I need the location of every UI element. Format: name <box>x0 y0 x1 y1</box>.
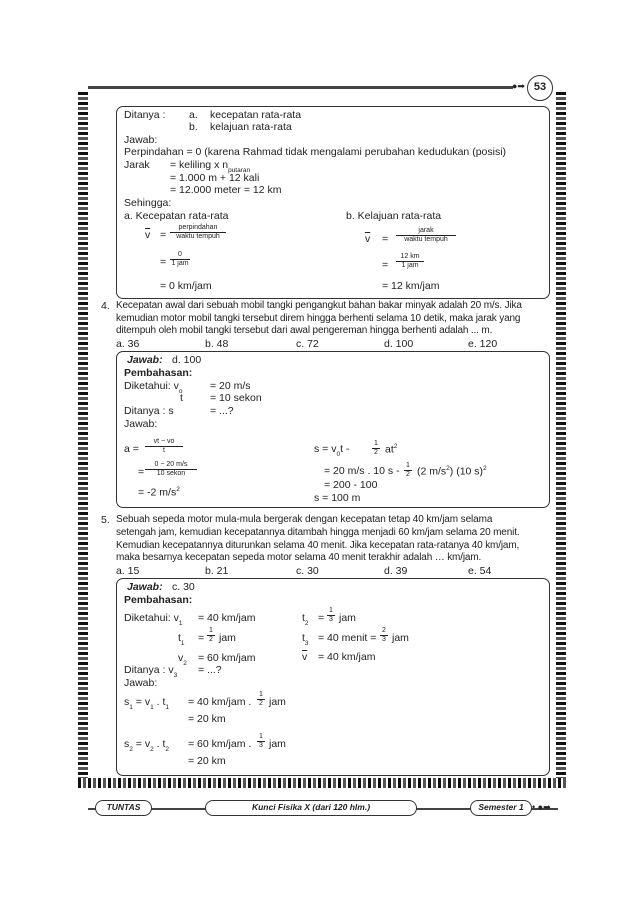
answer-box-3 <box>116 106 550 299</box>
t-label: t <box>180 392 183 404</box>
ditanya-v3-value: = ...? <box>198 664 222 676</box>
pembahasan-label-5: Pembahasan: <box>124 594 193 606</box>
t-value: = 10 sekon <box>210 392 262 404</box>
s2-fraction: $\frac{1}{3}$ <box>257 733 265 750</box>
footer-title: Kunci Fisika X (dari 120 hlm.) <box>205 800 417 816</box>
accel-result: = -2 $m/s^2$ <box>138 486 180 499</box>
ditanya-b-text: kelajuan rata-rata <box>210 121 292 133</box>
top-rule <box>88 86 513 89</box>
distance-result: s = 100 m <box>314 492 361 504</box>
ditanya-label-4: Ditanya : s <box>124 405 174 417</box>
jarak-label: Jarak <box>124 159 150 171</box>
t3-fraction: $\frac{2}{3}$ <box>380 627 388 644</box>
jawab-label-5: Jawab: <box>127 581 163 593</box>
part-b-vbar: $\overline{v}$ <box>365 233 371 245</box>
question-4-option-b: b. 48 <box>205 338 229 350</box>
t1-fraction: $\frac{1}{2}$ <box>207 627 215 644</box>
part-a-title: a. Kecepatan rata-rata <box>124 210 229 222</box>
accel-lhs: a = <box>124 443 139 455</box>
jarak-line-1: = keliling x $n_{putaran}$ <box>170 159 251 174</box>
question-4-line-3: ditempuh oleh mobil tangki tersebut dari awal pengereman hingga berhenti adalah ... m. <box>116 325 493 336</box>
part-a-eq2: = <box>160 256 167 268</box>
part-b-fraction: jarak waktu tempuh <box>396 227 456 244</box>
t3-value: = 40 menit = <box>318 632 377 644</box>
accel-eq2: = <box>138 466 145 478</box>
jawab2-label-5: Jawab: <box>124 677 158 689</box>
jawab-value-5: c. 30 <box>172 581 195 593</box>
jarak-line-2: = 1.000 m + 12 kali <box>170 172 260 184</box>
v0-value: = 20 m/s <box>210 380 251 392</box>
distance-diff: = 200 - 100 <box>324 479 378 491</box>
jawab-label: Jawab: <box>124 134 158 146</box>
pembahasan-label-4: Pembahasan: <box>124 367 193 379</box>
part-a-vbar: $\overline{v}$ <box>145 229 151 241</box>
s2-result: = 20 km <box>188 755 226 767</box>
footer-tuntas-label: TUNTAS <box>95 800 152 816</box>
sehingga-label: Sehingga: <box>124 197 172 209</box>
page-number: 53 <box>533 81 547 93</box>
footer-arrow-icon: • ●➡ <box>532 802 551 812</box>
t3-unit: jam <box>392 632 409 644</box>
part-b-fraction-2: 12 km 1 jam <box>396 253 424 270</box>
t2-unit: jam <box>339 612 356 624</box>
diketahui-v0: Diketahui: $v_o$ <box>124 380 183 395</box>
ditanya-a-text: kecepatan rata-rata <box>210 109 302 121</box>
distance-subst: = 20 m/s . 10 s - <box>324 465 400 477</box>
question-5-line-4: maka besarnya kecepatan sepeda motor selama 40 menit terakhir adalah … km/jam. <box>116 552 482 563</box>
t1-unit: jam <box>219 632 236 644</box>
part-a-result: = 0 km/jam <box>160 280 212 292</box>
footer-semester: Semester 1 <box>470 800 532 816</box>
ditanya-b-marker: b. <box>189 121 198 133</box>
jawab2-label-4: Jawab: <box>124 418 158 430</box>
question-5-option-e: e. 54 <box>468 565 492 577</box>
question-5-line-2: setengah jam, kemudian kecepatannya ditambah hingga menjadi 60 km/jam selama 20 menit. <box>116 527 520 538</box>
jawab-value-4: d. 100 <box>172 354 202 366</box>
vbar-value: = 40 km/jam <box>318 651 376 663</box>
s1-fraction: $\frac{1}{2}$ <box>257 691 265 708</box>
distance-half-fraction: $\frac{1}{2}$ <box>372 440 380 457</box>
arrow-right-icon: ●➡ <box>512 81 525 91</box>
right-decorative-border <box>556 92 566 782</box>
distance-subst-half: $\frac{1}{2}$ <box>404 462 412 479</box>
question-5-option-a: a. 15 <box>116 565 140 577</box>
part-b-title: b. Kelajuan rata-rata <box>346 210 442 222</box>
diketahui-v1: Diketahui: $v_1$ <box>124 612 183 627</box>
part-b-eq: = <box>382 233 389 245</box>
jawab-label-4: Jawab: <box>127 354 163 366</box>
s1-unit: jam <box>269 696 286 708</box>
question-4-option-a: a. 36 <box>116 338 140 350</box>
question-5-option-d: d. 39 <box>384 565 408 577</box>
s1-formula: $s_1 = v_1$ . $t_1$ <box>124 696 170 711</box>
v2-label: $v_2$ <box>178 652 187 667</box>
s1-result: = 20 km <box>188 713 226 725</box>
s2-subst: = 60 km/jam . <box>188 738 252 750</box>
question-4-number: 4. <box>101 300 110 312</box>
ditanya-v3: Ditanya : $v_3$ <box>124 664 178 679</box>
part-a-fraction-2: 0 1 jam <box>171 251 189 267</box>
t3-label: $t_3$ <box>302 632 309 647</box>
accel-fraction-2: 0 − 20 m/s 10 sekon <box>145 461 197 478</box>
s2-unit: jam <box>269 738 286 750</box>
ditanya-value-4: = ...? <box>210 405 234 417</box>
part-b-result: = 12 km/jam <box>382 280 440 292</box>
distance-formula-at2: $at^2$ <box>385 443 398 456</box>
distance-subst-rest: (2 $m/s^2$) (10 s)$^2$ <box>417 465 487 478</box>
part-a-fraction: perpindahan waktu tempuh <box>170 224 226 241</box>
ditanya-a-marker: a. <box>189 109 198 121</box>
t2-eq: = <box>318 612 325 624</box>
perpindahan-line: Perpindahan = 0 (karena Rahmad tidak mengalami perubahan kedudukan (posisi) <box>124 146 507 158</box>
question-5-line-3: Kemudian kecepatannya diturunkan selama 40 menit. Jika kecepatan rata-ratanya 40 km/jam, <box>116 540 520 551</box>
t2-fraction: $\frac{1}{3}$ <box>327 607 335 624</box>
part-b-eq2: = <box>382 259 389 271</box>
accel-fraction: $\frac{vt - vo}{t}$ <box>145 438 183 455</box>
question-5-option-c: c. 30 <box>296 565 319 577</box>
ditanya-label: Ditanya : <box>124 109 166 121</box>
t2-label: $t_2$ <box>302 612 309 627</box>
question-4-option-d: d. 100 <box>384 338 414 350</box>
part-a-eq: = <box>160 229 167 241</box>
v1-value: = 40 km/jam <box>198 612 256 624</box>
question-4-line-2: kemudian motor mobil tangki tersebut direm hingga berhenti selama 10 detik, maka jarak yang <box>116 313 521 324</box>
distance-formula: $s = v_0t$ - <box>314 443 350 458</box>
bottom-decorative-border <box>78 778 566 788</box>
s2-formula: $s_2 = v_2$ . $t_2$ <box>124 738 170 753</box>
question-5-line-1: Sebuah sepeda motor mula-mula bergerak dengan kecepatan tetap 40 km/jam selama <box>116 514 493 525</box>
t1-label: $t_1$ <box>178 632 185 647</box>
left-decorative-border <box>78 92 88 782</box>
question-4-option-c: c. 72 <box>296 338 319 350</box>
question-4-line-1: Kecepatan awal dari sebuah mobil tangki pengangkut bahan bakar minyak adalah 20 m/s. Jika <box>116 300 522 311</box>
v2-value: = 60 km/jam <box>198 652 256 664</box>
question-5-option-b: b. 21 <box>205 565 229 577</box>
question-5-number: 5. <box>101 514 110 526</box>
vbar-label: $\overline{v}$ <box>302 651 308 663</box>
s1-subst: = 40 km/jam . <box>188 696 252 708</box>
question-4-option-e: e. 120 <box>468 338 498 350</box>
t1-eq: = <box>198 632 205 644</box>
jarak-line-3: = 12.000 meter = 12 km <box>170 184 282 196</box>
